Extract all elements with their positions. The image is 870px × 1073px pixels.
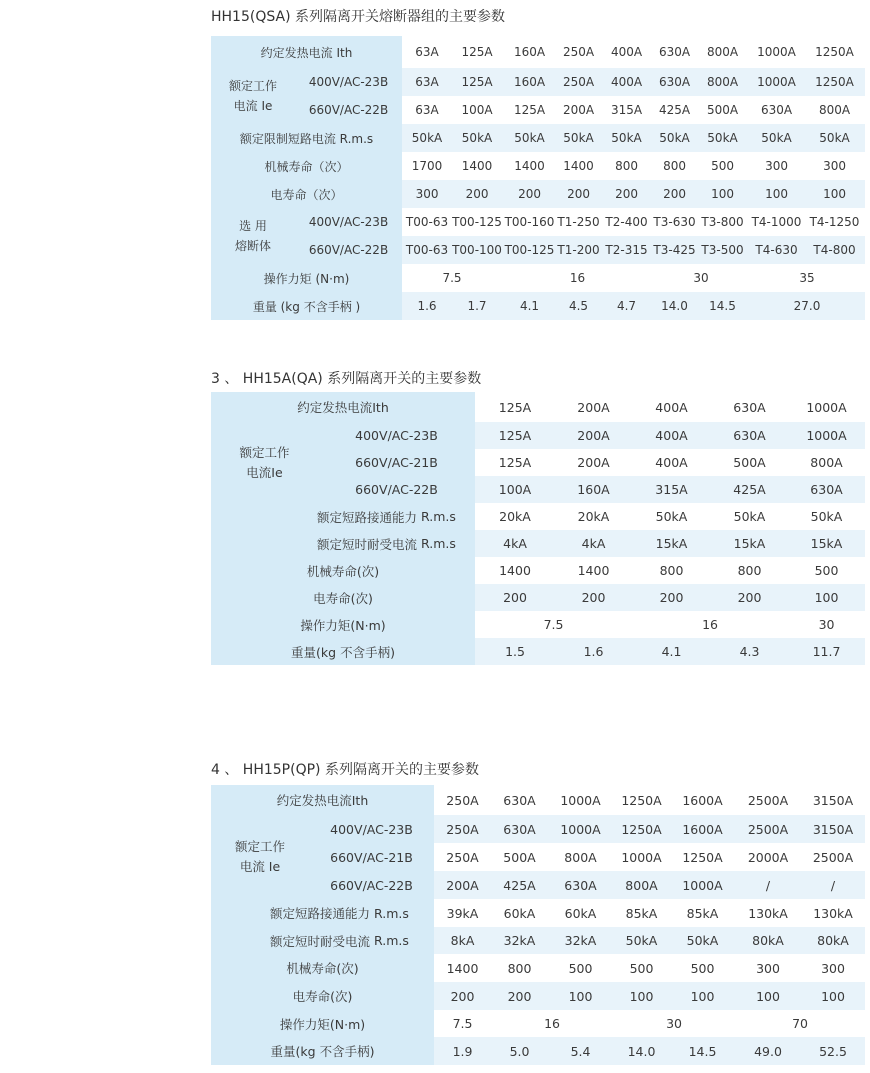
table-cell: 1250A [804, 36, 865, 68]
table-row [211, 292, 865, 320]
table-cell: 50kA [452, 124, 502, 152]
table-cell: 200A [557, 96, 600, 124]
table-cell: 800 [632, 557, 711, 584]
table-cell: 250A [557, 68, 600, 96]
table-cell: 16 [491, 1010, 613, 1037]
table-cell: 60kA [491, 899, 548, 927]
table-cell: 425A [711, 476, 788, 503]
table-cell: T4-630 [749, 236, 804, 264]
table-cell: 100 [735, 982, 801, 1010]
table-cell: 1700 [402, 152, 452, 180]
table-cell: 16 [502, 264, 653, 292]
table-row [211, 871, 865, 899]
table-cell: 2500A [801, 843, 865, 871]
table-cell: 300 [801, 954, 865, 982]
table-cell: 160A [555, 476, 632, 503]
table-cell: 100 [548, 982, 613, 1010]
table-cell: 200 [475, 584, 555, 611]
section3-title: 4 、 HH15P(QP) 系列隔离开关的主要参数 [211, 762, 479, 778]
table-cell: 4.1 [502, 292, 557, 320]
row-label-ie400-23b: 400V/AC-23B [318, 422, 475, 449]
table-cell: 500A [491, 843, 548, 871]
table-cell: 4kA [555, 530, 632, 557]
row-label-making-capacity: 额定短路接通能力 [211, 503, 421, 530]
table-row [211, 530, 865, 557]
row-unit-rms: R.m.s [421, 530, 475, 557]
table-cell: 50kA [788, 503, 865, 530]
group-label-line: 电流 Ie [239, 859, 281, 874]
table-cell: 60kA [548, 899, 613, 927]
row-label-elec-life: 电寿命(次) [211, 584, 475, 611]
group-label-line: 电流 Ie [233, 99, 273, 113]
table-cell: T00-100 [452, 236, 502, 264]
table-cell: 4.7 [600, 292, 653, 320]
row-label-ie660: 660V/AC-22B [295, 96, 402, 124]
table-cell: 100 [804, 180, 865, 208]
table-row [211, 785, 865, 815]
table-cell: 1000A [749, 36, 804, 68]
row-unit-rms: R.m.s [421, 503, 475, 530]
table-row [211, 611, 865, 638]
row-label-ie660-22b: 660V/AC-22B [309, 871, 434, 899]
table-cell: 100 [788, 584, 865, 611]
table-cell: 125A [475, 422, 555, 449]
table-cell: 1600A [670, 785, 735, 815]
table-cell: 1.5 [475, 638, 555, 665]
table-cell: 630A [749, 96, 804, 124]
qsa-spec-table [211, 36, 865, 320]
table-cell: T3-800 [696, 208, 749, 236]
row-label-short-circuit: 额定限制短路电流 R.m.s [211, 124, 402, 152]
table-cell: 1.6 [402, 292, 452, 320]
table-row [211, 152, 865, 180]
table-cell: 1000A [548, 785, 613, 815]
table-cell: 4.1 [632, 638, 711, 665]
table-cell: 200A [434, 871, 491, 899]
table-cell: T4-800 [804, 236, 865, 264]
table-cell: 30 [788, 611, 865, 638]
table-cell: 200 [711, 584, 788, 611]
table-row [211, 638, 865, 665]
table-cell: 50kA [711, 503, 788, 530]
row-label-elec-life: 电寿命（次） [211, 180, 402, 208]
table-cell: 1400 [557, 152, 600, 180]
table-row [211, 815, 865, 843]
row-label-mech-life: 机械寿命（次） [211, 152, 402, 180]
group-label-line: 额定工作 [228, 79, 277, 93]
table-cell: 4.3 [711, 638, 788, 665]
table-cell: 200A [555, 449, 632, 476]
table-cell: 2500A [735, 815, 801, 843]
table-cell: 250A [434, 815, 491, 843]
row-label-withstand: 额定短时耐受电流 [211, 530, 421, 557]
row-label-torque: 操作力矩 (N·m) [211, 264, 402, 292]
table-row [211, 264, 865, 292]
row-label-ie660-22b: 660V/AC-22B [318, 476, 475, 503]
rated-current-group-label [211, 815, 309, 899]
table-cell: T00-63 [402, 236, 452, 264]
table-cell: 800A [804, 96, 865, 124]
row-label-torque: 操作力矩(N·m) [211, 611, 475, 638]
section2-title: 3 、 HH15A(QA) 系列隔离开关的主要参数 [211, 371, 482, 387]
table-row [211, 422, 865, 449]
row-label-ie660-21b: 660V/AC-21B [318, 449, 475, 476]
table-cell: 500A [696, 96, 749, 124]
group-label-line: 选 用 [239, 219, 267, 233]
table-cell: 1000A [749, 68, 804, 96]
table-cell: 250A [434, 843, 491, 871]
table-cell: 630A [653, 68, 696, 96]
table-cell: 500 [548, 954, 613, 982]
table-cell: T2-400 [600, 208, 653, 236]
table-cell: T00-125 [452, 208, 502, 236]
table-cell: 50kA [670, 927, 735, 954]
table-cell: 7.5 [475, 611, 632, 638]
table-row [211, 557, 865, 584]
table-cell: 5.0 [491, 1037, 548, 1065]
table-cell: 630A [711, 392, 788, 422]
table-cell: 800A [696, 36, 749, 68]
table-cell: 15kA [711, 530, 788, 557]
row-label-mech-life: 机械寿命(次) [211, 954, 434, 982]
table-cell: 14.5 [670, 1037, 735, 1065]
table-cell: 14.0 [613, 1037, 670, 1065]
table-row [211, 899, 865, 927]
table-cell: 50kA [653, 124, 696, 152]
table-row [211, 954, 865, 982]
table-cell: T00-63 [402, 208, 452, 236]
table-cell: 200 [491, 982, 548, 1010]
table-cell: 630A [653, 36, 696, 68]
table-cell: 14.0 [653, 292, 696, 320]
table-cell: T1-250 [557, 208, 600, 236]
row-label-ith: 约定发热电流Ith [211, 392, 475, 422]
table-cell: 500A [711, 449, 788, 476]
table-cell: 1250A [804, 68, 865, 96]
table-cell: 300 [749, 152, 804, 180]
table-cell: 800 [711, 557, 788, 584]
table-row [211, 68, 865, 96]
table-cell: 200 [555, 584, 632, 611]
table-cell: 5.4 [548, 1037, 613, 1065]
table-row [211, 503, 865, 530]
table-row [211, 392, 865, 422]
table-cell: 1000A [548, 815, 613, 843]
table-cell: T2-315 [600, 236, 653, 264]
table-cell: 200 [452, 180, 502, 208]
table-cell: 50kA [502, 124, 557, 152]
row-label-ie400-23b: 400V/AC-23B [309, 815, 434, 843]
table-row [211, 1037, 865, 1065]
row-label-fuse660: 660V/AC-22B [295, 236, 402, 264]
table-cell: 800A [696, 68, 749, 96]
table-row [211, 124, 865, 152]
table-cell: 400A [600, 36, 653, 68]
table-row [211, 36, 865, 68]
table-cell: T3-500 [696, 236, 749, 264]
table-cell: 1400 [502, 152, 557, 180]
table-row [211, 927, 865, 954]
table-cell: 125A [502, 96, 557, 124]
table-cell: 630A [548, 871, 613, 899]
table-cell: 2000A [735, 843, 801, 871]
row-label-elec-life: 电寿命(次) [211, 982, 434, 1010]
table-cell: 32kA [548, 927, 613, 954]
table-row [211, 208, 865, 236]
table-cell: 14.5 [696, 292, 749, 320]
table-cell: 400A [632, 422, 711, 449]
table-cell: 1.6 [555, 638, 632, 665]
table-cell: 800 [491, 954, 548, 982]
table-cell: 800A [548, 843, 613, 871]
table-cell: 200A [555, 392, 632, 422]
section1-title: HH15(QSA) 系列隔离开关熔断器组的主要参数 [211, 9, 505, 25]
table-cell: 500 [670, 954, 735, 982]
table-cell: 630A [788, 476, 865, 503]
table-cell: 200 [632, 584, 711, 611]
table-cell: 1.7 [452, 292, 502, 320]
table-cell: 30 [653, 264, 749, 292]
table-cell: T00-160 [502, 208, 557, 236]
table-cell: 52.5 [801, 1037, 865, 1065]
table-cell: 85kA [670, 899, 735, 927]
row-unit-rms: R.m.s [374, 899, 434, 927]
table-cell: 39kA [434, 899, 491, 927]
table-cell: 425A [653, 96, 696, 124]
row-unit-rms: R.m.s [374, 927, 434, 954]
rated-current-group-label [211, 68, 295, 124]
table-row [211, 982, 865, 1010]
table-cell: 1250A [613, 785, 670, 815]
table-cell: 800 [653, 152, 696, 180]
table-cell: 1000A [670, 871, 735, 899]
table-cell: 30 [613, 1010, 735, 1037]
table-cell: 425A [491, 871, 548, 899]
table-cell: 100 [670, 982, 735, 1010]
table-cell: 400A [600, 68, 653, 96]
table-cell: 1600A [670, 815, 735, 843]
table-cell: 130kA [801, 899, 865, 927]
table-cell: 7.5 [434, 1010, 491, 1037]
table-cell: 130kA [735, 899, 801, 927]
table-cell: 500 [788, 557, 865, 584]
table-cell: 1000A [788, 392, 865, 422]
qa-spec-table [211, 392, 865, 665]
table-cell: 800 [600, 152, 653, 180]
table-cell: 800A [613, 871, 670, 899]
table-cell: 200 [502, 180, 557, 208]
table-cell: 70 [735, 1010, 865, 1037]
table-cell: 11.7 [788, 638, 865, 665]
table-cell: T00-125 [502, 236, 557, 264]
row-label-torque: 操作力矩(N·m) [211, 1010, 434, 1037]
row-label-ith: 约定发热电流 Ith [211, 36, 402, 68]
table-cell: 1250A [613, 815, 670, 843]
group-label-line: 电流Ie [246, 464, 283, 480]
row-label-weight: 重量(kg 不含手柄) [211, 638, 475, 665]
table-cell: 250A [434, 785, 491, 815]
table-cell: / [735, 871, 801, 899]
table-cell: 200 [600, 180, 653, 208]
table-cell: T4-1000 [749, 208, 804, 236]
table-cell: 85kA [613, 899, 670, 927]
row-label-weight: 重量 (kg 不含手柄 ) [211, 292, 402, 320]
table-cell: 630A [491, 815, 548, 843]
table-cell: 630A [711, 422, 788, 449]
qp-spec-table [211, 785, 865, 1065]
table-cell: 80kA [801, 927, 865, 954]
table-cell: 50kA [402, 124, 452, 152]
table-cell: 100 [801, 982, 865, 1010]
table-cell: 50kA [696, 124, 749, 152]
table-row [211, 236, 865, 264]
group-label-line: 额定工作 [239, 444, 290, 460]
table-cell: 100A [475, 476, 555, 503]
table-cell: 35 [749, 264, 865, 292]
table-cell: 315A [600, 96, 653, 124]
table-cell: 49.0 [735, 1037, 801, 1065]
group-label-line: 额定工作 [234, 839, 285, 854]
table-cell: 125A [452, 68, 502, 96]
table-cell: 27.0 [749, 292, 865, 320]
table-cell: 4.5 [557, 292, 600, 320]
table-cell: 3150A [801, 815, 865, 843]
table-cell: 250A [557, 36, 600, 68]
table-cell: 1400 [475, 557, 555, 584]
row-label-fuse400: 400V/AC-23B [295, 208, 402, 236]
table-row [211, 584, 865, 611]
table-cell: T1-200 [557, 236, 600, 264]
table-cell: 100A [452, 96, 502, 124]
table-row [211, 180, 865, 208]
row-label-mech-life: 机械寿命(次) [211, 557, 475, 584]
table-cell: 100 [613, 982, 670, 1010]
table-cell: 160A [502, 68, 557, 96]
table-cell: 63A [402, 36, 452, 68]
row-label-weight: 重量(kg 不含手柄) [211, 1037, 434, 1065]
table-cell: 1.9 [434, 1037, 491, 1065]
table-cell: 2500A [735, 785, 801, 815]
table-cell: 7.5 [402, 264, 502, 292]
table-cell: 16 [632, 611, 788, 638]
table-cell: 100 [749, 180, 804, 208]
fuse-group-label [211, 208, 295, 264]
table-cell: T4-1250 [804, 208, 865, 236]
row-label-ith: 约定发热电流Ith [211, 785, 434, 815]
table-row [211, 1010, 865, 1037]
table-cell: 500 [613, 954, 670, 982]
table-cell: 200A [555, 422, 632, 449]
table-cell: 50kA [613, 927, 670, 954]
table-cell: / [801, 871, 865, 899]
table-cell: 125A [475, 392, 555, 422]
table-cell: 50kA [600, 124, 653, 152]
table-cell: 63A [402, 68, 452, 96]
table-cell: 400A [632, 449, 711, 476]
table-cell: T3-425 [653, 236, 696, 264]
table-cell: 125A [475, 449, 555, 476]
table-cell: 500 [696, 152, 749, 180]
table-cell: 1000A [613, 843, 670, 871]
table-cell: 200 [434, 982, 491, 1010]
table-cell: 300 [804, 152, 865, 180]
table-cell: 3150A [801, 785, 865, 815]
table-cell: 300 [402, 180, 452, 208]
row-label-ie400: 400V/AC-23B [295, 68, 402, 96]
table-cell: 32kA [491, 927, 548, 954]
table-cell: 8kA [434, 927, 491, 954]
table-cell: 20kA [475, 503, 555, 530]
table-cell: 80kA [735, 927, 801, 954]
table-cell: 160A [502, 36, 557, 68]
table-cell: 1250A [670, 843, 735, 871]
table-cell: T3-630 [653, 208, 696, 236]
rated-current-group-label [211, 422, 318, 503]
table-cell: 400A [632, 392, 711, 422]
row-label-ie660-21b: 660V/AC-21B [309, 843, 434, 871]
table-cell: 1000A [788, 422, 865, 449]
table-cell: 1400 [555, 557, 632, 584]
table-cell: 300 [735, 954, 801, 982]
group-label-line: 熔断体 [234, 239, 271, 253]
table-cell: 15kA [788, 530, 865, 557]
table-cell: 4kA [475, 530, 555, 557]
table-cell: 20kA [555, 503, 632, 530]
table-cell: 50kA [557, 124, 600, 152]
table-cell: 1400 [452, 152, 502, 180]
row-label-withstand: 额定短时耐受电流 [211, 927, 374, 954]
row-label-making-capacity: 额定短路接通能力 [211, 899, 374, 927]
table-cell: 50kA [804, 124, 865, 152]
table-cell: 50kA [749, 124, 804, 152]
table-cell: 100 [696, 180, 749, 208]
table-cell: 15kA [632, 530, 711, 557]
table-cell: 630A [491, 785, 548, 815]
table-cell: 315A [632, 476, 711, 503]
table-row [211, 843, 865, 871]
table-cell: 200 [557, 180, 600, 208]
table-cell: 125A [452, 36, 502, 68]
table-cell: 50kA [632, 503, 711, 530]
table-cell: 1400 [434, 954, 491, 982]
table-cell: 200 [653, 180, 696, 208]
table-row [211, 96, 865, 124]
table-cell: 800A [788, 449, 865, 476]
table-cell: 63A [402, 96, 452, 124]
